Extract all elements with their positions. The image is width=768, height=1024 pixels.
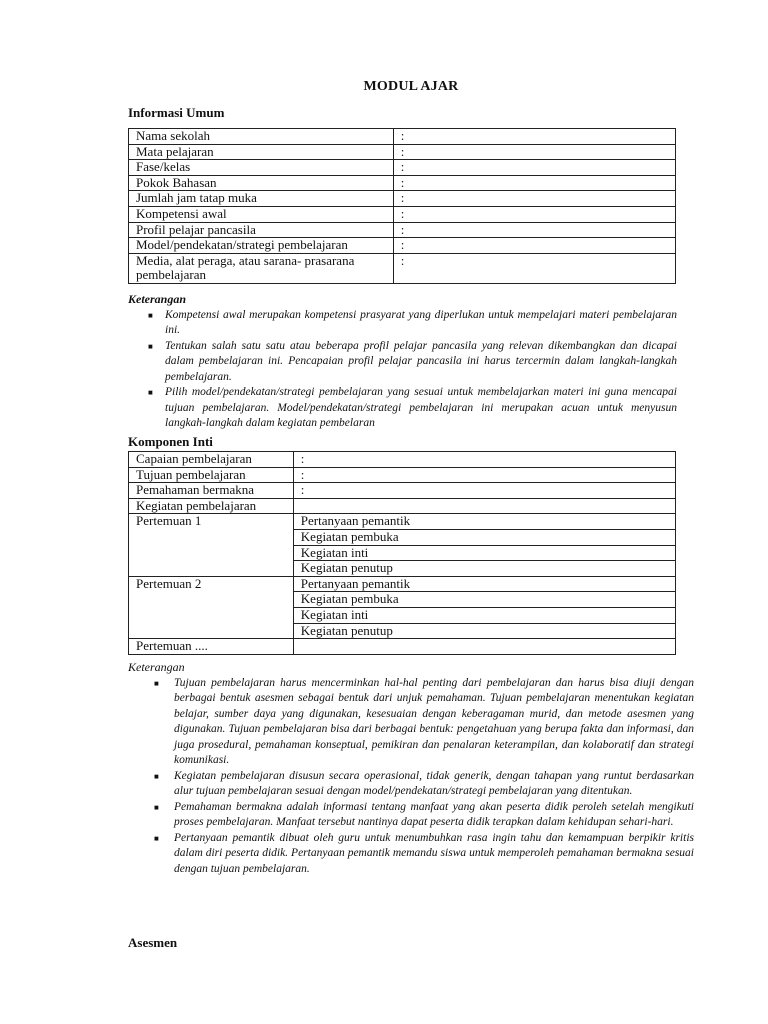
row-value-initial-competence: : bbox=[393, 206, 675, 222]
row-label-pancasila-profile: Profil pelajar pancasila bbox=[129, 222, 394, 238]
general-info-table bbox=[128, 128, 676, 284]
row-value-phase-class: : bbox=[393, 160, 675, 176]
meeting-2-activity: Pertanyaan pemantik bbox=[293, 576, 675, 592]
notes-list bbox=[128, 308, 677, 432]
table-row bbox=[129, 467, 676, 483]
note-text: Kompetensi awal merupakan kompetensi prasyarat yang diperlukan untuk mempelajari materi pembelajaran ini. bbox=[165, 308, 677, 336]
row-value-model-strategy: : bbox=[393, 238, 675, 254]
note-text: Pertanyaan pemantik dibuat oleh guru untuk menumbuhkan rasa ingin tahu dan kemampuan berpikir kritis dalam diri peserta didik. Pertanyaan pemantik memandu siswa untuk memperoleh pemahaman bermakna sesuai dengan tujuan pembelajaran. bbox=[174, 831, 694, 875]
row-label-model-strategy: Model/pendekatan/strategi pembelajaran bbox=[129, 238, 394, 254]
square-bullet-icon: ■ bbox=[148, 310, 153, 320]
note-text: Tujuan pembelajaran harus mencerminkan hal-hal penting dari pembelajaran dan harus bisa diuji dengan berbagai bentuk asesmen sebagai bentuk dari unjuk pemahaman. Tujuan pembelajaran menentukan kegiatan belajar, sumber daya yang digunakan, kesesuaian dengan keberagaman murid, dan metode asesmen yang digunakan. Tujuan pembelajaran bisa dari berbagai bentuk: pengetahuan yang berupa fakta dan informasi, dan juga prosedural, pemahaman konseptual, pemikiran dan penalaran keterampilan, dan kolaboratif dan strategi komunikasi. bbox=[174, 676, 694, 766]
list-item bbox=[128, 339, 677, 386]
table-row bbox=[129, 483, 676, 499]
core-components-table bbox=[128, 451, 676, 655]
meeting-more-value bbox=[293, 639, 675, 655]
general-info-heading: Informasi Umum bbox=[128, 105, 225, 120]
row-value-meaningful-understanding: : bbox=[293, 483, 675, 499]
document-title: MODUL AJAR bbox=[363, 79, 459, 94]
row-value-hours: : bbox=[393, 191, 675, 207]
meeting-2-activity: Kegiatan penutup bbox=[293, 623, 675, 639]
note-text: Pilih model/pendekatan/strategi pembelajaran yang sesuai untuk membelajarkan materi ini guna mencapai tujuan pembelajaran. Model/pendekatan/strategi pembelajaran ini merupakan acuan untuk menyusun langkah-langkah dalam kegiatan pembelaran bbox=[165, 386, 677, 429]
note-text: Kegiatan pembelajaran disusun secara operasional, tidak generik, dengan tahapan yang runtut berdasarkan alur tujuan pembelajaran sesuai dengan model/pendekatan/strategi pembelajaran yang ditentukan. bbox=[174, 769, 694, 797]
table-row bbox=[129, 514, 676, 530]
table-row bbox=[129, 253, 676, 283]
row-value-learning-outcome: : bbox=[293, 452, 675, 468]
row-label-media: Media, alat peraga, atau sarana- prasarana pembelajaran bbox=[129, 253, 394, 283]
square-bullet-icon: ■ bbox=[154, 771, 159, 781]
core-heading: Komponen Inti bbox=[128, 434, 213, 449]
table-row bbox=[129, 238, 676, 254]
list-item bbox=[128, 676, 694, 769]
list-item bbox=[128, 308, 677, 339]
assessment-heading: Asesmen bbox=[128, 935, 178, 950]
table-row bbox=[129, 576, 676, 592]
note-text: Pemahaman bermakna adalah informasi tentang manfaat yang akan peserta didik peroleh setelah mengikuti proses pembelajaran. Manfaat tersebut nantinya dapat peserta didik terapkan dalam kehidupan sehari-hari. bbox=[174, 800, 694, 828]
row-label-school-name: Nama sekolah bbox=[129, 129, 394, 145]
table-row bbox=[129, 452, 676, 468]
table-row bbox=[129, 144, 676, 160]
row-label-learning-objective: Tujuan pembelajaran bbox=[129, 467, 294, 483]
notes-general-info bbox=[128, 292, 677, 432]
table-row bbox=[129, 160, 676, 176]
row-label-subject: Mata pelajaran bbox=[129, 144, 394, 160]
square-bullet-icon: ■ bbox=[148, 341, 153, 351]
list-item bbox=[128, 769, 694, 800]
meeting-1-label: Pertemuan 1 bbox=[129, 514, 294, 576]
table-row bbox=[129, 129, 676, 145]
meeting-2-activity: Kegiatan inti bbox=[293, 607, 675, 623]
square-bullet-icon: ■ bbox=[148, 388, 153, 397]
row-value-topic: : bbox=[393, 175, 675, 191]
square-bullet-icon: ■ bbox=[154, 802, 159, 812]
list-item bbox=[128, 800, 694, 831]
notes-list bbox=[128, 676, 694, 878]
row-value-learning-objective: : bbox=[293, 467, 675, 483]
row-label-learning-outcome: Capaian pembelajaran bbox=[129, 452, 294, 468]
meeting-1-activity: Pertanyaan pemantik bbox=[293, 514, 675, 530]
square-bullet-icon: ■ bbox=[154, 833, 159, 843]
note-text: Tentukan salah satu satu atau beberapa profil pelajar pancasila yang relevan dikembangkan dan dicapai dalam pembelajaran ini. Pencapaian profil pelajar pancasila ini harus tercermin dalam langkah-langkah pembelajaran. bbox=[165, 339, 677, 383]
notes-title: Keterangan bbox=[128, 660, 185, 674]
table-row bbox=[129, 222, 676, 238]
row-value-school-name: : bbox=[393, 129, 675, 145]
notes-core bbox=[128, 660, 694, 877]
list-item bbox=[128, 831, 694, 878]
row-label-learning-activities: Kegiatan pembelajaran bbox=[129, 498, 294, 514]
table-row bbox=[129, 175, 676, 191]
meeting-1-activity: Kegiatan penutup bbox=[293, 561, 675, 577]
row-label-meaningful-understanding: Pemahaman bermakna bbox=[129, 483, 294, 499]
table-row bbox=[129, 191, 676, 207]
row-value-media: : bbox=[393, 253, 675, 283]
row-value-learning-activities bbox=[293, 498, 675, 514]
row-label-topic: Pokok Bahasan bbox=[129, 175, 394, 191]
row-label-initial-competence: Kompetensi awal bbox=[129, 206, 394, 222]
row-value-subject: : bbox=[393, 144, 675, 160]
meeting-more-label: Pertemuan .... bbox=[129, 639, 294, 655]
square-bullet-icon: ■ bbox=[154, 678, 159, 688]
table-row bbox=[129, 498, 676, 514]
meeting-2-activity: Kegiatan pembuka bbox=[293, 592, 675, 608]
meeting-1-activity: Kegiatan pembuka bbox=[293, 529, 675, 545]
table-row bbox=[129, 206, 676, 222]
row-value-pancasila-profile: : bbox=[393, 222, 675, 238]
meeting-2-label: Pertemuan 2 bbox=[129, 576, 294, 638]
table-row bbox=[129, 639, 676, 655]
notes-title: Keterangan bbox=[128, 292, 187, 306]
row-label-phase-class: Fase/kelas bbox=[129, 160, 394, 176]
list-item bbox=[128, 385, 677, 432]
meeting-1-activity: Kegiatan inti bbox=[293, 545, 675, 561]
row-label-hours: Jumlah jam tatap muka bbox=[129, 191, 394, 207]
